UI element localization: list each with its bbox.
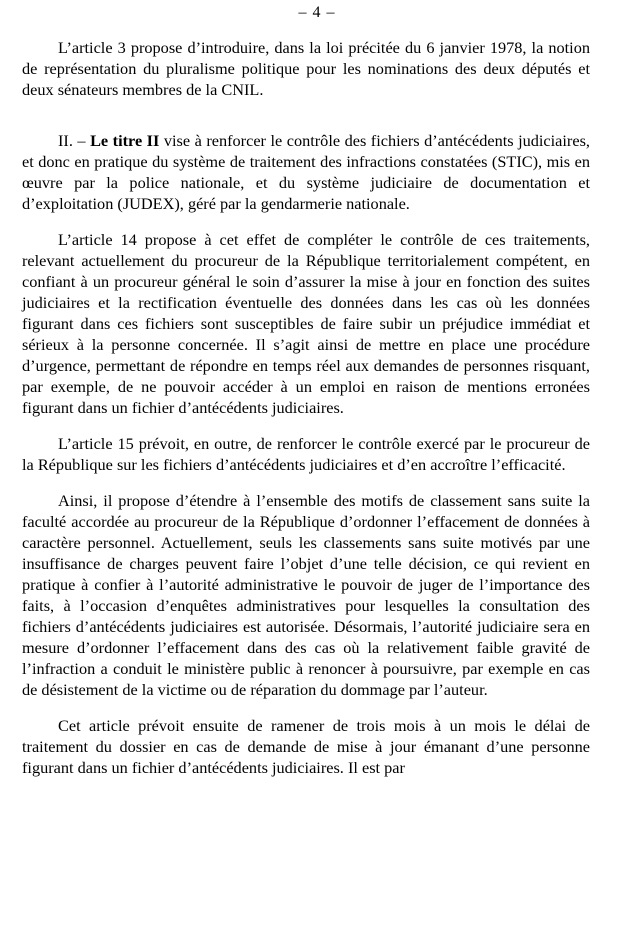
paragraph-ainsi: Ainsi, il propose d’étendre à l’ensemble des motifs de classement sans suite la faculté accordée au procureur de la République d’ordonner l’effacement de données à caractère personnel. Actuellement, seuls les classements sans suite motivés par une insuffisance de charges peuvent faire l’objet d’une telle décision, ce qui revient en pratique à confier à l’autorité administrative le pouvoir de juger de l’importance des faits, à l’occasion d’enquêtes administratives pour lesquelles la consultation des fichiers d’antécédents judiciaires est autorisée. Désormais, l’autorité judiciaire sera en mesure d’ordonner l’effacement dans des cas où la relativement faible gravité de l’infraction a conduit le ministère public à renoncer à poursuivre, par exemple en cas de désistement de la victime ou de réparation du dommage par l’auteur. [22,491,590,699]
paragraph-titre-ii [22,130,590,214]
document-body [22,37,590,778]
paragraph-spacer [22,700,590,715]
section-spacer [22,100,590,130]
paragraph-article-14: L’article 14 propose à cet effet de compléter le contrôle de ces traitements, relevant actuellement du procureur de la République territorialement compétent, en confiant à un procureur général le soin d’assurer la mise à jour en fonction des suites judiciaires et la rectification éventuelle des données dans les cas où les données figurant dans ces fichiers sont susceptibles de faire subir un préjudice immédiat et sérieux à la personne concernée. Il s’agit ainsi de mettre en place une procédure d’urgence, permettant de répondre en temps réel aux demandes de personnes risquant, par exemple, de ne pouvoir accéder à un emploi en raison de mentions erronées figurant dans un fichier d’antécédents judiciaires. [22,230,590,417]
paragraph-article-3: L’article 3 propose d’introduire, dans la loi précitée du 6 janvier 1978, la notion de représentation du pluralisme politique pour les nominations des deux députés et deux sénateurs membres de la CNIL. [22,38,590,99]
section-text: vise à renforcer le contrôle des fichiers d’antécédents judiciaires, et donc en pratique du système de traitement des infractions constatées (STIC), mis en œuvre par la police nationale, et du système judiciaire de documentation et d’exploitation (JUDEX), géré par la gendarmerie nationale. [22,131,590,213]
section-number: II. – [58,131,91,150]
section-title-bold: Le titre II [90,131,160,150]
page-number: – 4 – [298,4,336,21]
paragraph-cet-article: Cet article prévoit ensuite de ramener de trois mois à un mois le délai de traitement du dossier en cas de demande de mise à jour émanant d’une personne figurant dans un fichier d’antécédents judiciaires. Il est par [22,716,590,777]
paragraph-spacer [22,475,590,490]
paragraph-article-15: L’article 15 prévoit, en outre, de renforcer le contrôle exercé par le procureur de la République sur les fichiers d’antécédents judiciaires et d’en accroître l’efficacité. [22,434,590,474]
paragraph-spacer [22,214,590,229]
paragraph-spacer [22,418,590,433]
